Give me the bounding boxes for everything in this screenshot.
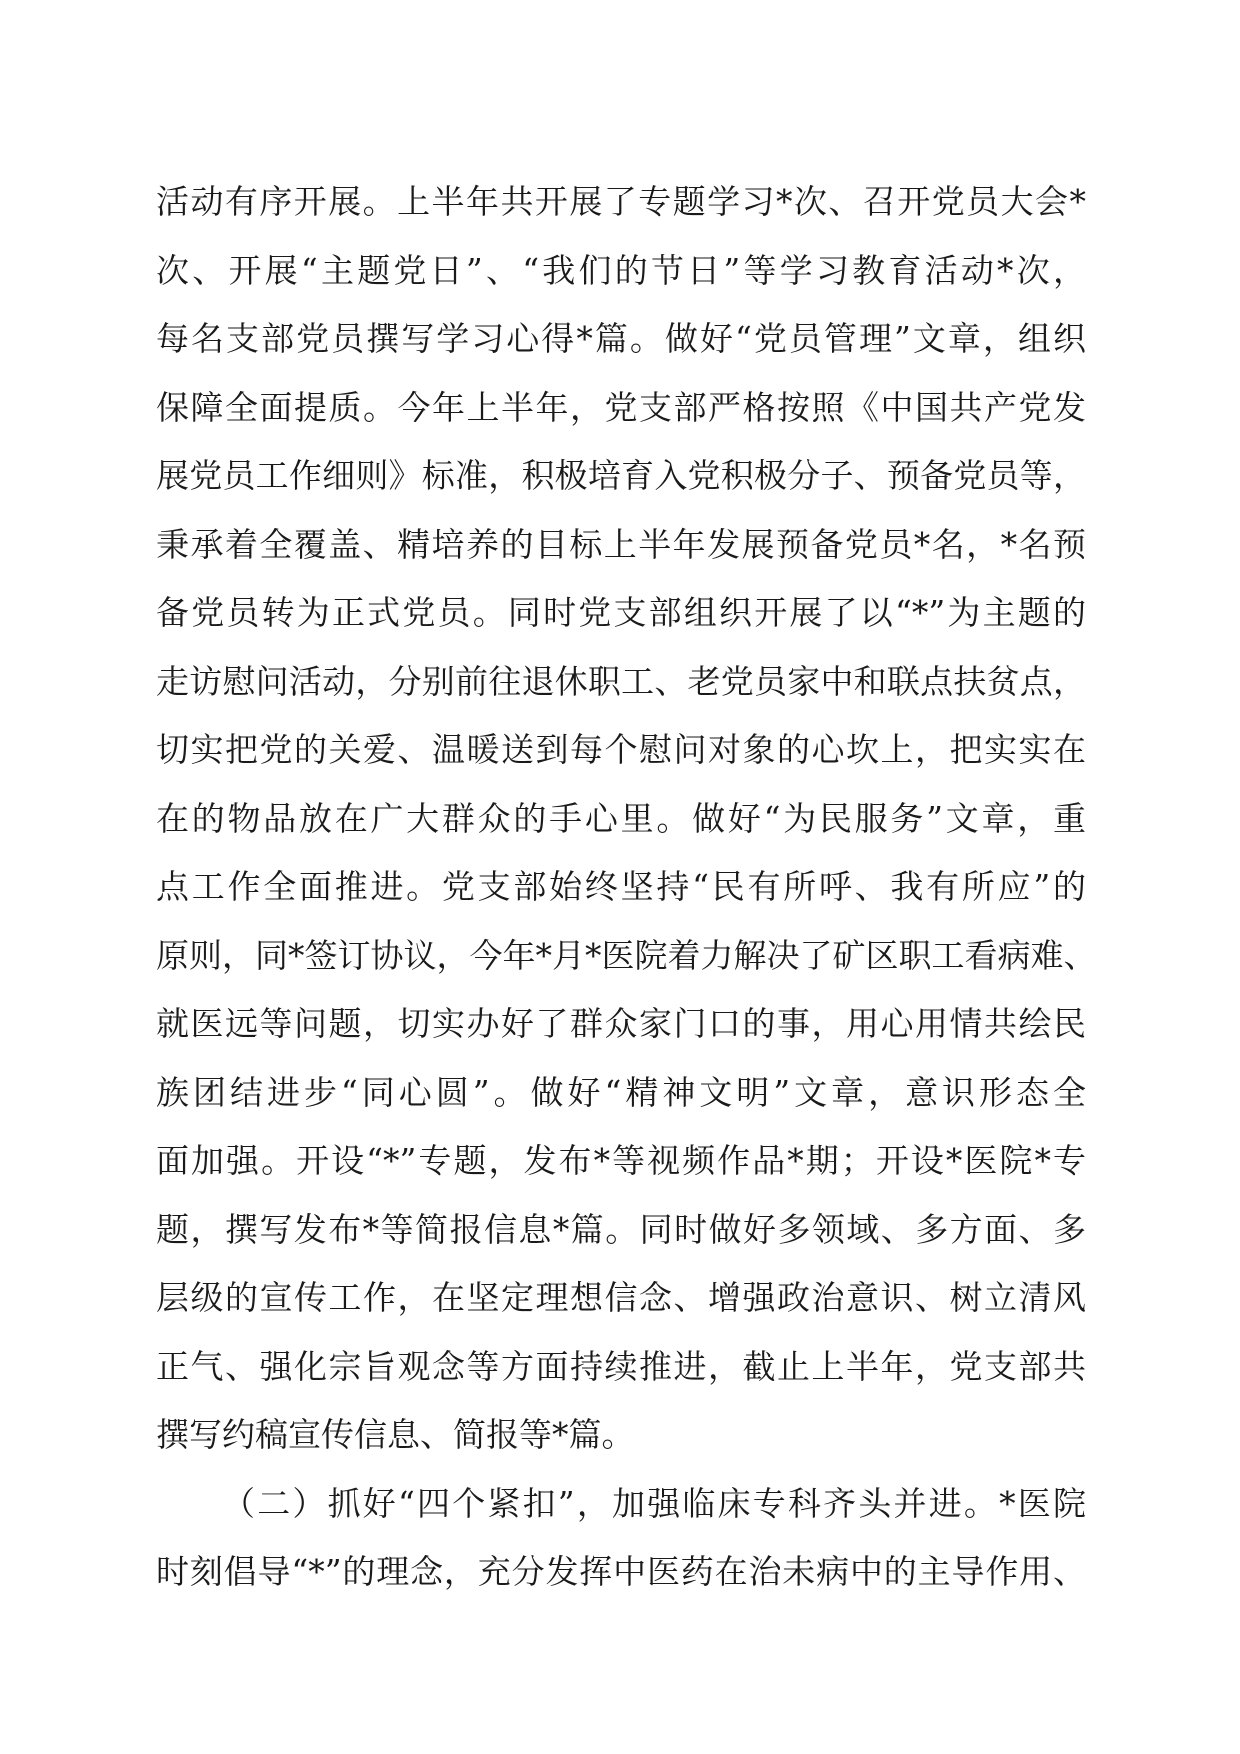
text-line: 秉承着全覆盖、精培养的目标上半年发展预备党员*名，*名预 bbox=[156, 524, 1086, 564]
text-line: 点工作全面推进。党支部始终坚持“民有所呼、我有所应”的 bbox=[156, 867, 1086, 906]
text-line: 题，撰写发布*等简报信息*篇。同时做好多领域、多方面、多 bbox=[156, 1209, 1086, 1249]
text-line: 在的物品放在广大群众的手心里。做好“为民服务”文章，重 bbox=[156, 798, 1086, 838]
text-line: 每名支部党员撰写学习心得*篇。做好“党员管理”文章，组织 bbox=[156, 319, 1086, 358]
text-line: 展党员工作细则》标准，积极培育入党积极分子、预备党员等， bbox=[156, 456, 1086, 495]
text-line: 活动有序开展。上半年共开展了专题学习*次、召开党员大会* bbox=[156, 182, 1086, 221]
text-line: 备党员转为正式党员。同时党支部组织开展了以“*”为主题的 bbox=[156, 593, 1086, 632]
section-heading-line: （二）抓好“四个紧扣”，加强临床专科齐头并进。*医院 bbox=[222, 1483, 1086, 1523]
text-line: 原则，同*签订协议，今年*月*医院着力解决了矿区职工看病难、 bbox=[156, 935, 1097, 975]
text-line: 就医远等问题，切实办好了群众家门口的事，用心用情共绘民 bbox=[156, 1004, 1086, 1043]
text-line: 走访慰问活动，分别前往退休职工、老党员家中和联点扶贫点， bbox=[156, 661, 1086, 701]
text-line: 时刻倡导“*”的理念，充分发挥中医药在治未病中的主导作用、 bbox=[156, 1552, 1086, 1591]
document-body bbox=[156, 168, 1097, 1607]
text-line: 面加强。开设“*”专题，发布*等视频作品*期；开设*医院*专 bbox=[156, 1141, 1086, 1180]
text-line: 层级的宣传工作，在坚定理想信念、增强政治意识、树立清风 bbox=[156, 1278, 1086, 1317]
paragraph-end-line: 撰写约稿宣传信息、简报等*篇。 bbox=[156, 1415, 635, 1454]
text-line: 族团结进步“同心圆”。做好“精神文明”文章，意识形态全 bbox=[156, 1072, 1086, 1112]
text-line: 切实把党的关爱、温暖送到每个慰问对象的心坎上，把实实在 bbox=[156, 730, 1086, 769]
text-line: 正气、强化宗旨观念等方面持续推进，截止上半年，党支部共 bbox=[156, 1346, 1086, 1386]
text-line: 次、开展“主题党日”、“我们的节日”等学习教育活动*次， bbox=[156, 250, 1086, 290]
text-line: 保障全面提质。今年上半年，党支部严格按照《中国共产党发 bbox=[156, 387, 1086, 427]
